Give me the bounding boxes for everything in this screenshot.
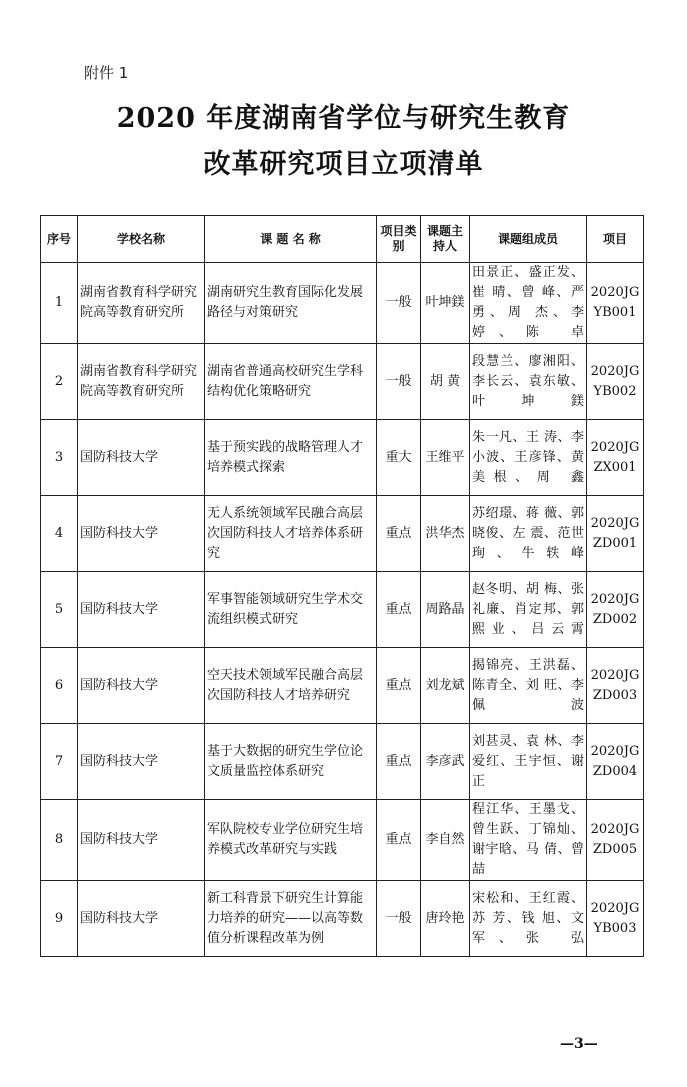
cell-no: 8 [41,800,78,881]
cell-host: 洪华杰 [421,496,470,572]
cell-school: 国防科技大学 [78,800,205,881]
cell-members: 朱一凡、王 涛、李小波、王彦锋、黄美根、周 鑫 [470,420,587,496]
cell-topic: 军事智能领域研究生学术交流组织模式研究 [205,572,377,648]
cell-category: 一般 [377,263,421,344]
cell-members: 宋松和、王红霞、苏 芳、钱 旭、文 军、张 弘 [470,881,587,957]
table-row [41,263,644,344]
cell-host: 唐玲艳 [421,881,470,957]
cell-code: 2020JGYB003 [587,881,644,957]
cell-school: 湖南省教育科学研究院高等教育研究所 [78,263,205,344]
header-no: 序号 [41,216,78,263]
cell-host: 李自然 [421,800,470,881]
table-row [41,881,644,957]
cell-topic: 湖南研究生教育国际化发展路径与对策研究 [205,263,377,344]
cell-topic: 无人系统领域军民融合高层次国防科技人才培养体系研究 [205,496,377,572]
cell-category: 重点 [377,572,421,648]
cell-members: 赵冬明、胡 梅、张礼廉、肖定邦、郭熙业、吕云霄 [470,572,587,648]
cell-code: 2020JGZD002 [587,572,644,648]
header-category: 项目类别 [377,216,421,263]
cell-no: 4 [41,496,78,572]
table-row [41,648,644,724]
cell-category: 重点 [377,496,421,572]
header-code: 项目 [587,216,644,263]
cell-category: 重点 [377,648,421,724]
cell-no: 5 [41,572,78,648]
cell-school: 湖南省教育科学研究院高等教育研究所 [78,344,205,420]
document-title-line2: 改革研究项目立项清单 [203,149,484,180]
table-row [41,800,644,881]
cell-host: 王维平 [421,420,470,496]
cell-code: 2020JGZD001 [587,496,644,572]
cell-members: 刘甚灵、袁 林、李爱红、王宇恒、谢 正 [470,724,587,800]
page-number: —3— [560,1036,598,1052]
header-topic: 课 题 名 称 [205,216,377,263]
cell-host: 周路晶 [421,572,470,648]
cell-no: 2 [41,344,78,420]
cell-code: 2020JGZD005 [587,800,644,881]
cell-topic: 空天技术领域军民融合高层次国防科技人才培养研究 [205,648,377,724]
cell-topic: 基于大数据的研究生学位论文质量监控体系研究 [205,724,377,800]
table-row [41,420,644,496]
header-school: 学校名称 [78,216,205,263]
attachment-label: 附件 1 [84,64,129,82]
cell-code: 2020JGZX001 [587,420,644,496]
cell-school: 国防科技大学 [78,420,205,496]
cell-school: 国防科技大学 [78,572,205,648]
project-table [40,215,644,957]
cell-school: 国防科技大学 [78,496,205,572]
cell-host: 李彦武 [421,724,470,800]
cell-topic: 湖南省普通高校研究生学科结构优化策略研究 [205,344,377,420]
cell-code: 2020JGYB002 [587,344,644,420]
cell-no: 7 [41,724,78,800]
cell-school: 国防科技大学 [78,648,205,724]
cell-host: 刘龙斌 [421,648,470,724]
table-row [41,344,644,420]
cell-topic: 新工科背景下研究生计算能力培养的研究——以高等数值分析课程改革为例 [205,881,377,957]
cell-members: 田景正、盛正发、崔 晴、曾 峰、严 勇、周 杰、李 婷、陈 卓 [470,263,587,344]
cell-category: 重点 [377,724,421,800]
cell-code: 2020JGZD004 [587,724,644,800]
header-members: 课题组成员 [470,216,587,263]
cell-no: 6 [41,648,78,724]
cell-host: 叶坤鎂 [421,263,470,344]
cell-school: 国防科技大学 [78,881,205,957]
cell-no: 9 [41,881,78,957]
cell-category: 一般 [377,344,421,420]
document-title-line1: 2020 年度湖南省学位与研究生教育 [116,103,571,134]
cell-topic: 基于预实践的战略管理人才培养模式探索 [205,420,377,496]
cell-category: 一般 [377,881,421,957]
cell-school: 国防科技大学 [78,724,205,800]
cell-members: 程江华、王墨戈、曾生跃、丁锦灿、谢宇晗、马 倩、曾 喆 [470,800,587,881]
cell-category: 重大 [377,420,421,496]
cell-host: 胡 黄 [421,344,470,420]
cell-members: 揭锦亮、王洪磊、陈青全、刘 旺、李佩波 [470,648,587,724]
cell-members: 苏绍璟、蒋 薇、郭晓俊、左 震、范世珣、牛轶峰 [470,496,587,572]
table-header-row [41,216,644,263]
cell-no: 3 [41,420,78,496]
cell-code: 2020JGYB001 [587,263,644,344]
cell-topic: 军队院校专业学位研究生培养模式改革研究与实践 [205,800,377,881]
header-host: 课题主持人 [421,216,470,263]
cell-members: 段慧兰、廖湘阳、李长云、袁东敏、叶坤鎂 [470,344,587,420]
cell-code: 2020JGZD003 [587,648,644,724]
table-row [41,572,644,648]
cell-no: 1 [41,263,78,344]
cell-category: 重点 [377,800,421,881]
table-row [41,724,644,800]
table-row [41,496,644,572]
